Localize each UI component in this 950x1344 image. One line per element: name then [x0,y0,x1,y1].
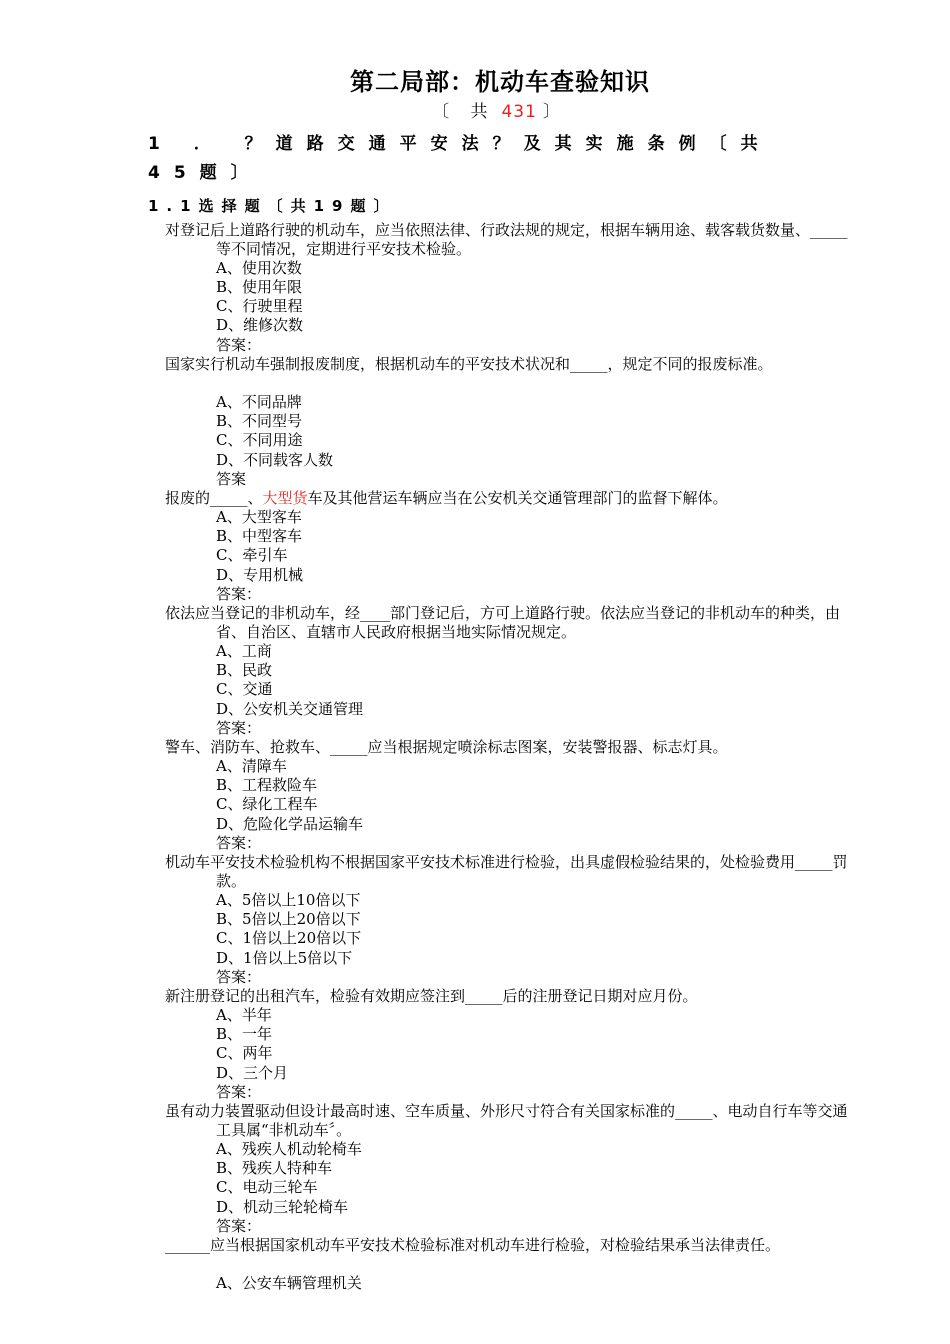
question-text: 国家实行机动车强制报废制度，根据机动车的平安技术状况和_____，规定不同的报废标准。 [165,355,773,373]
option: D、危险化学品运输车 [216,815,364,833]
answer-label: 答案： [216,968,262,986]
question-count [0,97,950,122]
option: D、专用机械 [216,566,304,584]
option: D、机动三轮轮椅车 [216,1198,349,1216]
option: C、不同用途 [216,431,303,449]
option: B、民政 [216,661,273,679]
option: B、工程救险车 [216,776,318,794]
option: D、三个月 [216,1064,289,1082]
question-text: 虽有动力装置驱动但设计最高时速、空车质量、外形尺寸符合有关国家标准的_____、电动自行车等交通工具属“非机动车〞。 [165,1102,848,1140]
option: A、不同品牌 [216,393,302,411]
option: A、半年 [216,1006,272,1024]
option: D、不同载客人数 [216,451,334,469]
option: C、行驶里程 [216,297,303,315]
option: B、残疾人特种车 [216,1159,333,1177]
count-prefix: 〔 共 [432,102,496,122]
answer-label: 答案 [216,470,247,488]
question-text-part: 车及其他营运车辆应当在公安机关交通管理部门的监督下解体。 [307,489,728,507]
answer-label: 答案： [216,336,262,354]
option: D、公安机关交通管理 [216,700,364,718]
option: C、两年 [216,1044,273,1062]
document-title: 第二局部：机动车查验知识 [350,68,650,96]
option: C、电动三轮车 [216,1178,318,1196]
question-text: ______应当根据国家机动车平安技术检验标准对机动车进行检验，对检验结果承当法律责任。 [165,1236,781,1254]
option: D、维修次数 [216,316,304,334]
question-text: 新注册登记的出租汽车，检验有效期应签注到_____后的注册登记日期对应月份。 [165,987,698,1005]
option: C、绿化工程车 [216,795,318,813]
question-text: 机动车平安技术检验机构不根据国家平安技术标准进行检验，出具虚假检验结果的，处检验费用_____罚款。 [165,853,848,891]
section-heading-1: 1 ． ？道路交通平安法？及其实施条例〔共45题〕 [148,134,772,183]
option: C、牵引车 [216,546,288,564]
section-heading-1-1: 1.1选择题〔共19题〕 [148,197,397,215]
count-number: 431 [501,102,537,122]
answer-label: 答案： [216,719,262,737]
answer-label: 答案： [216,834,262,852]
option: D、1倍以上5倍以下 [216,949,353,967]
option: A、残疾人机动轮椅车 [216,1140,362,1158]
question-text [165,489,856,508]
answer-label: 答案： [216,1083,262,1101]
option: C、1倍以上20倍以下 [216,929,362,947]
highlighted-text: 大型货 [262,489,308,507]
option: C、交通 [216,680,273,698]
count-suffix: 〕 [542,102,568,122]
question-text: 对登记后上道路行驶的机动车，应当依照法律、行政法规的规定，根据车辆用途、载客载货数量、_____等不同情况，定期进行平安技术检验。 [165,221,848,259]
option: A、清障车 [216,757,287,775]
question-text: 依法应当登记的非机动车，经____部门登记后，方可上道路行驶。依法应当登记的非机动车的种类，由省、自治区、直辖市人民政府根据当地实际情况规定。 [165,604,841,642]
option: B、使用年限 [216,278,303,296]
option: A、5倍以上10倍以下 [216,891,361,909]
option: B、不同型号 [216,412,303,430]
option: B、5倍以上20倍以下 [216,910,361,928]
option: A、使用次数 [216,259,302,277]
option: A、大型客车 [216,508,302,526]
option: A、工商 [216,642,272,660]
option: B、中型客车 [216,527,303,545]
answer-label: 答案： [216,1217,262,1235]
option: A、公安车辆管理机关 [216,1274,362,1292]
question-text: 警车、消防车、抢救车、_____应当根据规定喷涂标志图案，安装警报器、标志灯具。 [165,738,728,756]
option: B、一年 [216,1025,273,1043]
answer-label: 答案： [216,585,262,603]
question-text-part: 报废的_____、 [165,489,263,507]
